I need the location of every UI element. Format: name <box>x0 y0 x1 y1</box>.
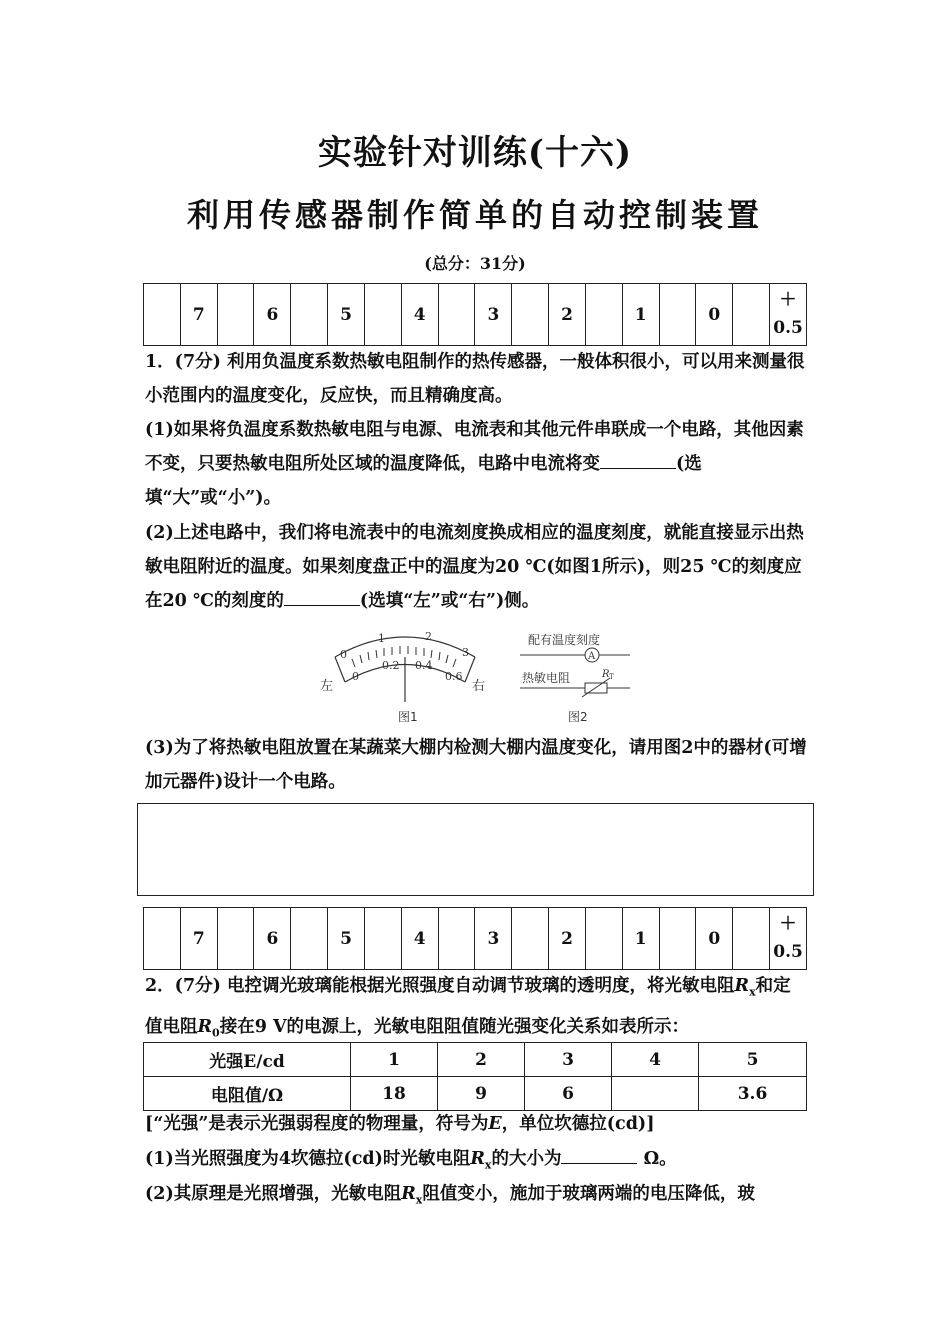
score-blank[interactable] <box>438 284 475 346</box>
page-title: 实验针对训练(十六) <box>317 133 633 173</box>
score-cell[interactable]: 6 <box>254 908 291 970</box>
q2-part1: (1)当光照强度为4坎德拉(cd)时光敏电阻$R_x$的大小为 Ω。 <box>145 1142 807 1183</box>
score-blank[interactable] <box>512 284 549 346</box>
score-table-1 <box>143 283 807 346</box>
svg-text:0.2: 0.2 <box>382 659 400 672</box>
score-cell[interactable]: 1 <box>622 908 659 970</box>
score-cell[interactable]: 4 <box>401 284 438 346</box>
svg-text:0: 0 <box>352 670 359 683</box>
score-blank[interactable] <box>291 284 328 346</box>
score-cell[interactable]: 0 <box>696 284 733 346</box>
svg-text:0: 0 <box>340 648 347 661</box>
answer-blank[interactable] <box>284 586 360 606</box>
table-cell: 5 <box>699 1043 807 1077</box>
score-blank[interactable] <box>512 908 549 970</box>
q2-part2: (2)其原理是光照增强，光敏电阻$R_x$阻值变小，施加于玻璃两端的电压降低，玻 <box>145 1184 755 1207</box>
score-cell[interactable]: 2 <box>549 908 586 970</box>
answer-blank[interactable] <box>561 1144 637 1164</box>
svg-text:3: 3 <box>462 646 469 659</box>
figure-1-caption: 图1 <box>398 710 418 724</box>
q2-intro: 2．(7分) 电控调光玻璃能根据光照强度自动调节玻璃的透明度，将光敏电阻$R_x$和定值电阻$R_0$接在9 V的电源上，光敏电阻阻值随光强变化关系如表所示： <box>145 976 791 1039</box>
score-cell[interactable]: 2 <box>549 284 586 346</box>
svg-text:T: T <box>609 673 614 681</box>
table-row <box>144 1043 807 1077</box>
score-blank[interactable] <box>733 284 770 346</box>
score-blank[interactable] <box>291 908 328 970</box>
score-cell-plus[interactable]: ＋ 0.5 <box>770 284 807 346</box>
score-blank[interactable] <box>364 284 401 346</box>
score-cell[interactable]: 7 <box>180 908 217 970</box>
figures <box>310 622 640 727</box>
svg-text:右: 右 <box>472 679 486 694</box>
score-blank[interactable] <box>217 284 254 346</box>
table-cell: 9 <box>438 1077 525 1111</box>
table-cell: 2 <box>438 1043 525 1077</box>
score-cell[interactable]: 7 <box>180 284 217 346</box>
table-cell: 4 <box>612 1043 699 1077</box>
svg-text:0.4: 0.4 <box>415 659 433 672</box>
score-blank[interactable] <box>659 908 696 970</box>
table-cell: 18 <box>351 1077 438 1111</box>
score-cell[interactable]: 3 <box>475 284 512 346</box>
score-blank[interactable] <box>217 908 254 970</box>
score-blank[interactable] <box>585 284 622 346</box>
svg-text:A: A <box>588 651 596 662</box>
score-cell[interactable]: 5 <box>328 908 365 970</box>
total-score: (总分：31分) <box>424 254 526 273</box>
table-cell: 3.6 <box>699 1077 807 1111</box>
q1-intro: 1．(7分) 利用负温度系数热敏电阻制作的热传感器，一般体积很小，可以用来测量很小范围内的温度变化，反应快，而且精确度高。 <box>145 352 805 406</box>
q2-note: [“光强”是表示光强弱程度的物理量，符号为E，单位坎德拉(cd)] <box>145 1114 655 1134</box>
score-cell[interactable]: 5 <box>328 284 365 346</box>
figure-1-meter-scale <box>310 622 640 727</box>
score-table-2 <box>143 907 807 970</box>
score-blank[interactable] <box>144 284 181 346</box>
score-cell-plus[interactable]: ＋ 0.5 <box>770 908 807 970</box>
answer-blank[interactable] <box>600 449 676 469</box>
score-cell[interactable]: 0 <box>696 908 733 970</box>
table-header: 光强E/cd <box>144 1043 351 1077</box>
table-header: 电阻值/Ω <box>144 1077 351 1111</box>
table-cell: 3 <box>525 1043 612 1077</box>
score-blank[interactable] <box>585 908 622 970</box>
table-cell: 1 <box>351 1043 438 1077</box>
answer-box[interactable] <box>137 803 814 896</box>
light-resistance-table <box>143 1042 807 1111</box>
score-cell[interactable]: 6 <box>254 284 291 346</box>
score-cell[interactable]: 4 <box>401 908 438 970</box>
q1-part3: (3)为了将热敏电阻放置在某蔬菜大棚内检测大棚内温度变化，请用图2中的器材(可增加元器件)设计一个电路。 <box>145 738 807 792</box>
table-cell-empty[interactable] <box>612 1077 699 1111</box>
score-blank[interactable] <box>733 908 770 970</box>
svg-text:0.6: 0.6 <box>445 670 463 683</box>
figure-2-circuit <box>520 632 630 697</box>
score-cell[interactable]: 3 <box>475 908 512 970</box>
score-blank[interactable] <box>438 908 475 970</box>
svg-text:1: 1 <box>378 632 385 645</box>
table-row <box>144 1077 807 1111</box>
score-blank[interactable] <box>144 908 181 970</box>
svg-text:热敏电阻: 热敏电阻 <box>522 671 571 685</box>
svg-text:左: 左 <box>320 679 334 694</box>
q1-part2: (2)上述电路中，我们将电流表中的电流刻度换成相应的温度刻度，就能直接显示出热敏电阻附近的温度。如果刻度盘正中的温度为20 ℃(如图1所示)，则25 ℃的刻度应在20 ℃的刻度的 (选填“左”或“右”)侧。 <box>145 523 804 611</box>
svg-text:R: R <box>602 669 610 680</box>
score-blank[interactable] <box>659 284 696 346</box>
score-cell[interactable]: 1 <box>622 284 659 346</box>
page-subtitle: 利用传感器制作简单的自动控制装置 <box>186 196 763 234</box>
figure-2-caption: 图2 <box>568 710 588 724</box>
q1-part1: (1)如果将负温度系数热敏电阻与电源、电流表和其他元件串联成一个电路，其他因素不变，只要热敏电阻所处区域的温度降低，电路中电流将变 (选填“大”或“小”)。 <box>145 420 804 508</box>
table-cell: 6 <box>525 1077 612 1111</box>
svg-text:配有温度刻度: 配有温度刻度 <box>528 633 601 647</box>
score-blank[interactable] <box>364 908 401 970</box>
svg-text:2: 2 <box>425 630 432 643</box>
